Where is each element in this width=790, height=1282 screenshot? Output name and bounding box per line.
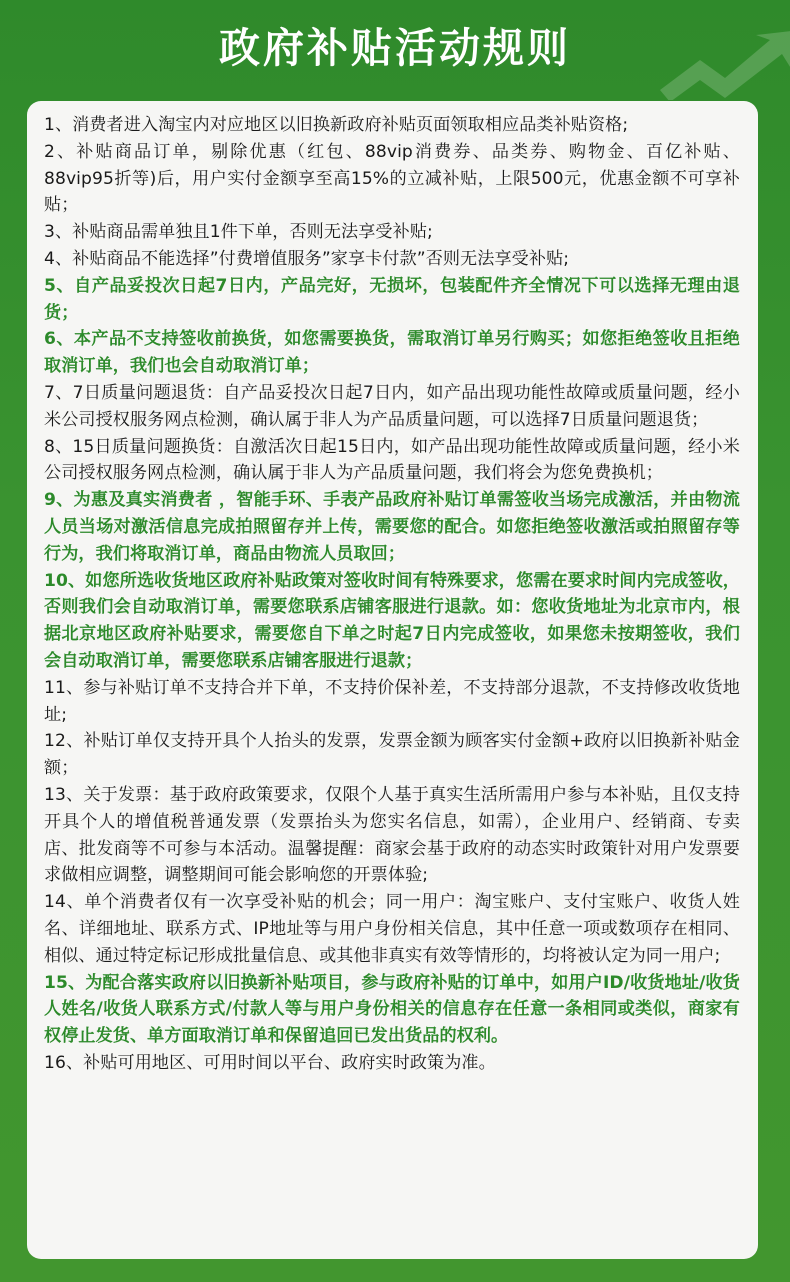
rule-item-highlighted: 9、为惠及真实消费者 ，智能手环、手表产品政府补贴订单需签收当场完成激活，并由物流人员当场对激活信息完成拍照留存并上传，需要您的配合。如您拒绝签收激活或拍照留存等行为，我们将取消订单，商品由物流人员取回； — [44, 490, 740, 564]
rule-item: 3、补贴商品需单独且1件下单，否则无法享受补贴; — [44, 222, 433, 243]
rules-card — [27, 101, 758, 1259]
rule-item: 16、补贴可用地区、可用时间以平台、政府实时政策为准。 — [44, 1052, 496, 1073]
rule-item: 11、参与补贴订单不支持合并下单，不支持价保补差，不支持部分退款，不支持修改收货地址; — [44, 677, 740, 725]
rule-item: 7、7日质量问题退货：自产品妥投次日起7日内，如产品出现功能性故障或质量问题，经小米公司授权服务网点检测，确认属于非人为产品质量问题，可以选择7日质量问题退货； — [44, 382, 740, 430]
rule-item: 8、15日质量问题换货：自激活次日起15日内，如产品出现功能性故障或质量问题，经小米公司授权服务网点检测，确认属于非人为产品质量问题，我们将会为您免费换机； — [44, 436, 740, 484]
rule-item: 4、补贴商品不能选择”付费增值服务”家享卡付款”否则无法享受补贴; — [44, 248, 570, 269]
rule-item: 2、补贴商品订单，剔除优惠（红包、88vip消费券、品类券、购物金、百亿补贴、88vip95折等)后，用户实付金额享至高15%的立减补贴，上限500元，优惠金额不可享补贴； — [44, 141, 740, 216]
rule-item-highlighted: 10、如您所选收货地区政府补贴政策对签收时间有特殊要求，您需在要求时间内完成签收，否则我们会自动取消订单，需要您联系店铺客服进行退款。如：您收货地址为北京市内，根据北京地区政府补贴要求，需要您自下单之时起7日内完成签收，如果您未按期签收，我们会自动取消订单，需要您联系店铺客服进行退款； — [44, 570, 740, 671]
page-title: 政府补贴活动规则 — [219, 24, 571, 72]
rule-item: 12、补贴订单仅支持开具个人抬头的发票，发票金额为顾客实付金额+政府以旧换新补贴金额； — [44, 731, 740, 779]
rule-item-highlighted: 5、自产品妥投次日起7日内，产品完好，无损坏，包装配件齐全情况下可以选择无理由退货； — [44, 275, 740, 323]
rule-item-highlighted: 6、本产品不支持签收前换货，如您需要换货，需取消订单另行购买；如您拒绝签收且拒绝取消订单，我们也会自动取消订单； — [44, 329, 740, 377]
rule-item-highlighted: 15、为配合落实政府以旧换新补贴项目，参与政府补贴的订单中，如用户ID/收货地址/收货人姓名/收货人联系方式/付款人等与用户身份相关的信息存在任意一条相同或类似，商家有权停止发货、单方面取消订单和保留追回已发出货品的权利。 — [44, 972, 740, 1047]
rule-item: 14、单个消费者仅有一次享受补贴的机会；同一用户：淘宝账户、支付宝账户、收货人姓名、详细地址、联系方式、IP地址等与用户身份相关信息，其中任意一项或数项存在相同、相似、通过特定标记形成批量信息、或其他非真实有效等情形的，均将被认定为同一用户; — [44, 892, 740, 966]
rule-item: 13、关于发票：基于政府政策要求，仅限个人基于真实生活所需用户参与本补贴，且仅支持开具个人的增值税普通发票（发票抬头为您实名信息，如需），企业用户、经销商、专卖店、批发商等不可参与本活动。温馨提醒：商家会基于政府的动态实时政策针对用户发票要求做相应调整，调整期间可能会影响您的开票体验; — [44, 784, 740, 886]
rule-item: 1、消费者进入淘宝内对应地区以旧换新政府补贴页面领取相应品类补贴资格; — [44, 115, 629, 135]
